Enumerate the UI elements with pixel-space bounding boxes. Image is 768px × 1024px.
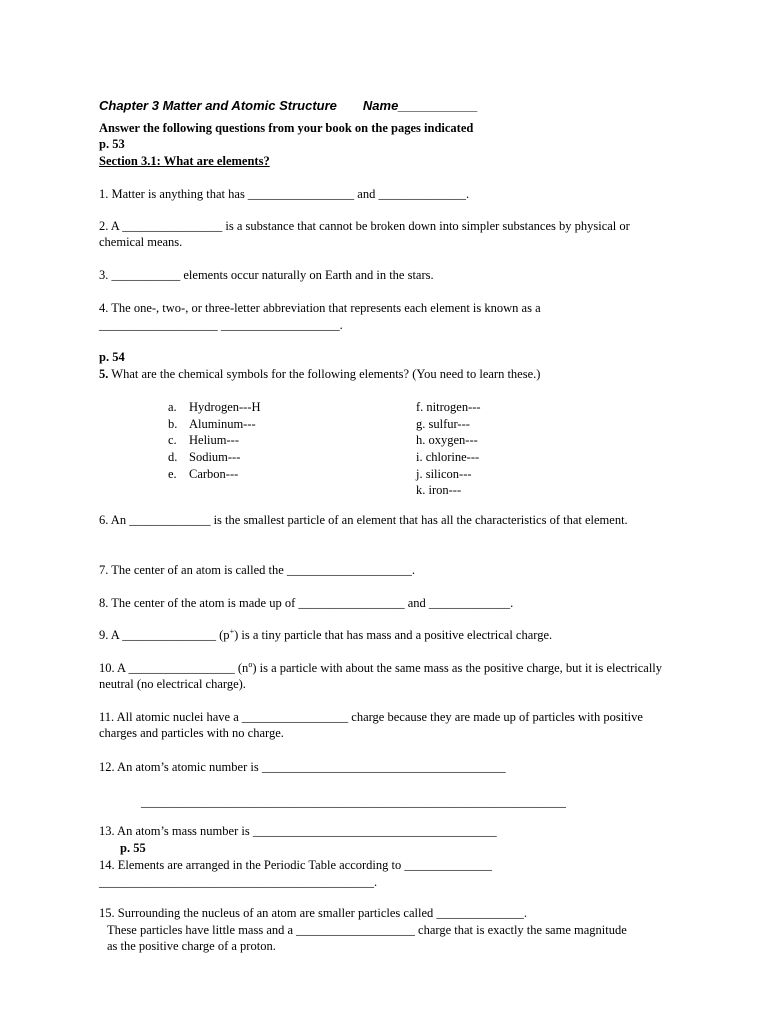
list-item: e. Carbon---	[168, 466, 239, 481]
list-item: i. chlorine---	[416, 450, 480, 465]
question-11: 11. All atomic nuclei have a _________________ charge because they are made up of particles with positive charges and particles with no charge.	[99, 710, 643, 740]
question-3: 3. ___________ elements occur naturally on Earth and in the stars.	[99, 268, 434, 282]
question-9: 9. A _______________ (p+) is a tiny particle that has mass and a positive electrical charge.	[99, 626, 553, 642]
question-5-text: What are the chemical symbols for the following elements? (You need to learn these.)	[108, 367, 541, 381]
question-10: 10. A _________________ $(n^o)$ is a particle with about the same mass as the positive charge, but it is electrically neutral (no electrical charge).	[99, 659, 663, 691]
question-8: 8. The center of the atom is made up of _________________ and _____________.	[99, 596, 514, 610]
question-7: 7. The center of an atom is called the ____________________.	[99, 563, 416, 577]
question-4-line-1: 4. The one-, two-, or three-letter abbreviation that represents each element is known as a	[99, 301, 541, 315]
question-15-line-2: These particles have little mass and a ___________________ charge that is exactly the same magnitude as the positive charge of a proton.	[107, 923, 627, 953]
question-4-line-2: ___________________ ___________________.	[99, 318, 343, 332]
question-2: 2. A ________________ is a substance that cannot be broken down into simpler substances by physical or chemical means.	[99, 219, 630, 249]
list-item: a. Hydrogen---H	[168, 400, 261, 414]
page-ref-53: p. 53	[99, 137, 125, 151]
question-5-number: 5.	[99, 367, 109, 381]
list-item: d. Sodium---	[168, 450, 241, 465]
question-12-line-2: ____________________________________________________________________	[141, 795, 566, 809]
question-5	[99, 366, 669, 382]
question-13: 13. An atom’s mass number is _______________________________________	[99, 824, 497, 838]
elements-list-left	[168, 399, 261, 482]
page-ref-54: p. 54	[99, 350, 125, 364]
question-12-line-1: 12. An atom’s atomic number is _______________________________________	[99, 760, 506, 774]
list-item: b. Aluminum---	[168, 416, 256, 431]
page-ref-55: p. 55	[120, 841, 146, 855]
section-title: Section 3.1: What are elements?	[99, 154, 270, 168]
list-item: g. sulfur---	[416, 416, 470, 431]
list-item: k. iron---	[416, 483, 462, 498]
name-field: Name___________	[362, 98, 478, 113]
list-item: f. nitrogen---	[416, 400, 481, 414]
question-1: 1. Matter is anything that has _________________ and ______________.	[99, 187, 470, 201]
elements-list-right	[416, 399, 481, 499]
list-item: h. oxygen---	[416, 433, 478, 448]
question-6: 6. An _____________ is the smallest particle of an element that has all the characteristics of that element.	[99, 513, 628, 527]
worksheet-title: Chapter 3 Matter and Atomic Structure	[99, 98, 337, 113]
worksheet-header	[99, 98, 478, 114]
question-14-line-1: 14. Elements are arranged in the Periodic Table according to ______________	[99, 858, 492, 872]
question-15-line-1: 15. Surrounding the nucleus of an atom are smaller particles called ______________.	[99, 906, 528, 920]
instructions: Answer the following questions from your book on the pages indicated	[99, 121, 474, 135]
list-item: c. Helium---	[168, 433, 239, 448]
question-14-line-2: ____________________________________________.	[99, 875, 378, 889]
list-item: j. silicon---	[416, 466, 472, 481]
